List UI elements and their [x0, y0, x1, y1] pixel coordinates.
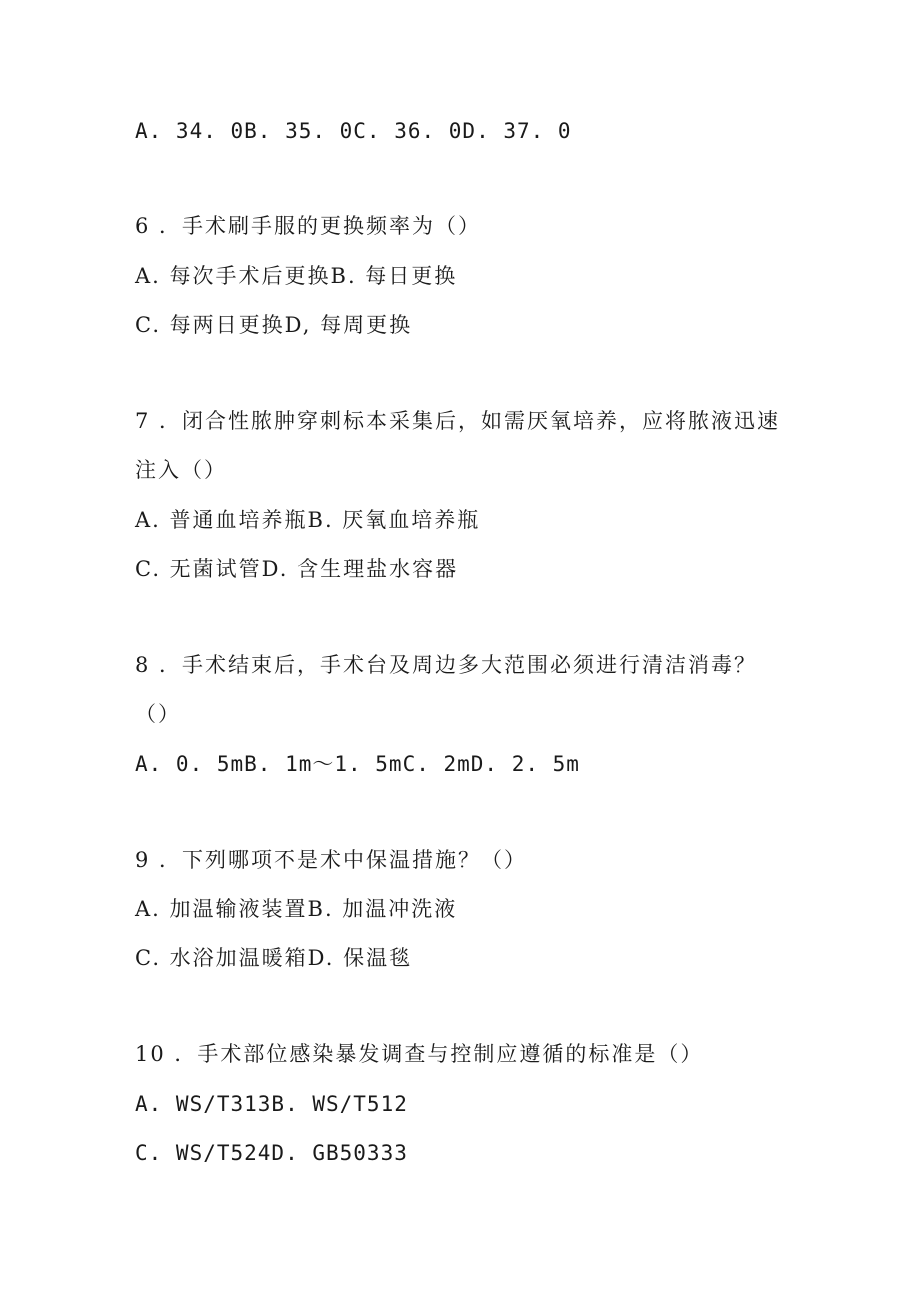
q7-stem-line2: 注入（）: [135, 458, 227, 482]
q7-stem-line1: 7 ．闭合性脓肿穿刺标本采集后，如需厌氧培养，应将脓液迅速: [135, 409, 781, 433]
q9-options-ab: A. 加温输液装置B. 加温冲洗液: [135, 897, 458, 921]
q10-options-ab: A. WS/T313B. WS/T512: [135, 1092, 408, 1116]
q8-stem-line2: （）: [135, 702, 181, 726]
q9-stem: 9 ．下列哪项不是术中保温措施？（）: [135, 848, 528, 872]
q6-stem: 6 ．手术刷手服的更换频率为（）: [135, 214, 482, 238]
q8-stem-line1: 8 ．手术结束后，手术台及周边多大范围必须进行清洁消毒？: [135, 653, 758, 677]
q6-options-cd: C. 每两日更换D, 每周更换: [135, 313, 413, 337]
q9-options-cd: C. 水浴加温暖箱D. 保温毯: [135, 946, 413, 970]
q6-options-ab: A. 每次手术后更换B. 每日更换: [135, 264, 458, 288]
q10-options-cd: C. WS/T524D. GB50333: [135, 1141, 408, 1165]
q5-options: A. 34. 0B. 35. 0C. 36. 0D. 37. 0: [135, 119, 572, 143]
q7-options-cd: C. 无菌试管D. 含生理盐水容器: [135, 557, 459, 581]
q8-options: A. 0. 5mB. 1m～1. 5mC. 2mD. 2. 5m: [135, 752, 580, 776]
q7-options-ab: A. 普通血培养瓶B. 厌氧血培养瓶: [135, 508, 481, 532]
q10-stem: 10 ．手术部位感染暴发调查与控制应遵循的标准是（）: [135, 1042, 704, 1066]
